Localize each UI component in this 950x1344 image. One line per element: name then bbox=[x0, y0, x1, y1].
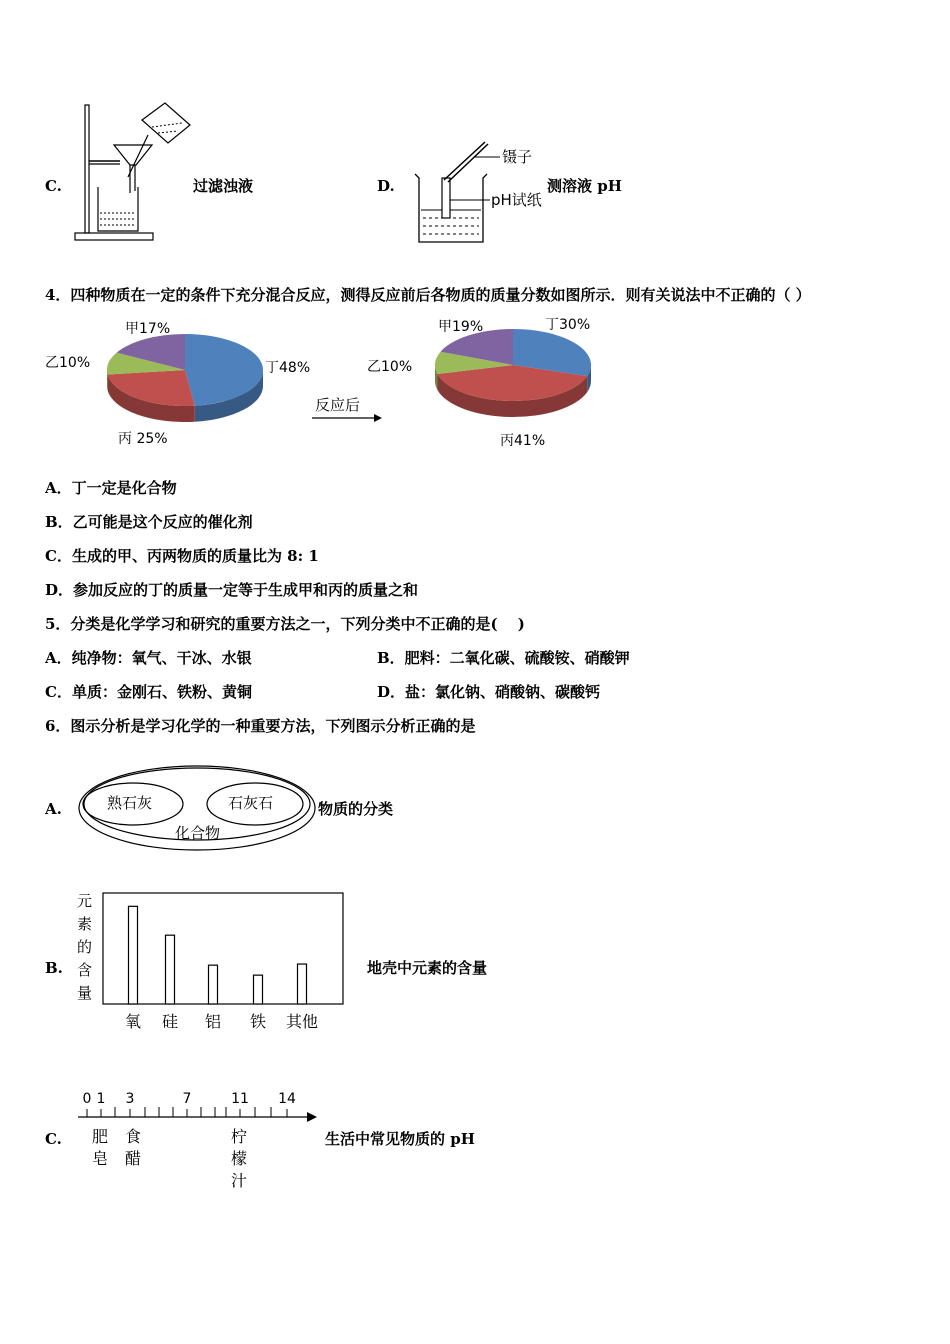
ph-tick-label-14: 14 bbox=[278, 1091, 296, 1107]
ph-tick-label-3: 3 bbox=[125, 1091, 135, 1107]
q4-option-a: A．丁一定是化合物 bbox=[45, 479, 177, 497]
bar-硅 bbox=[166, 935, 175, 1004]
crust-elements-bar-chart bbox=[100, 890, 350, 1040]
ph-item-vinegar: 食醋 bbox=[125, 1127, 142, 1168]
pie-after-label-yi: 乙10% bbox=[367, 359, 413, 375]
bar-chart-ylabel: 元素的含量 bbox=[77, 892, 93, 1002]
ellipse-label-slaked-lime: 熟石灰 bbox=[107, 794, 153, 812]
pie-chart-after bbox=[423, 325, 603, 435]
ph-tick-label-11: 11 bbox=[231, 1091, 249, 1107]
q5-option-d: D．盐：氯化钠、硝酸钠、碳酸钙 bbox=[377, 683, 601, 701]
ph-tick-label-0: 0 bbox=[82, 1091, 92, 1107]
q3-option-c-caption: 过滤浊液 bbox=[193, 177, 254, 195]
q6-stem: 6．图示分析是学习化学的一种重要方法，下列图示分析正确的是 bbox=[45, 717, 476, 735]
ellipse-label-compound: 化合物 bbox=[175, 824, 221, 842]
bar-label-其他: 其他 bbox=[285, 1012, 319, 1031]
q4-option-c: C．生成的甲、丙两物质的质量比为 8: 1 bbox=[45, 547, 319, 565]
ph-tick-label-1: 1 bbox=[96, 1091, 106, 1107]
q6-option-b-letter: B. bbox=[45, 959, 63, 977]
reaction-arrow-label: 反应后 bbox=[315, 396, 361, 414]
bar-氧 bbox=[129, 906, 138, 1004]
q6-option-c-letter: C. bbox=[45, 1130, 62, 1148]
q4-stem: 4．四种物质在一定的条件下充分混合反应，测得反应前后各物质的质量分数如图所示．则有关说法中不正确的（ ） bbox=[45, 286, 811, 304]
bar-label-铁: 铁 bbox=[249, 1012, 267, 1031]
pie-before-label-yi: 乙10% bbox=[45, 355, 91, 371]
q6-option-a-letter: A. bbox=[45, 800, 62, 818]
reaction-arrow bbox=[312, 412, 382, 424]
q3-option-c-letter: C. bbox=[45, 177, 62, 195]
tweezers-label: 镊子 bbox=[502, 148, 533, 166]
q5-option-b: B．肥料：二氧化碳、硫酸铵、硝酸钾 bbox=[377, 649, 630, 667]
q5-option-a: A．纯净物：氧气、干冰、水银 bbox=[45, 649, 252, 667]
filtration-apparatus-figure bbox=[70, 95, 200, 245]
bar-label-铝: 铝 bbox=[204, 1012, 222, 1031]
pie-before-label-bing: 丙 25% bbox=[118, 431, 168, 447]
q3-option-d-caption: 测溶液 pH bbox=[547, 177, 622, 195]
ph-paper-label: pH试纸 bbox=[491, 191, 542, 209]
bar-其他 bbox=[298, 964, 307, 1004]
pie-after-label-bing: 丙41% bbox=[500, 433, 546, 449]
bar-铝 bbox=[209, 965, 218, 1004]
bar-label-氧: 氧 bbox=[124, 1012, 142, 1031]
pie-chart-before bbox=[95, 330, 275, 440]
ph-scale-axis bbox=[75, 1085, 320, 1125]
bar-铁 bbox=[254, 975, 263, 1004]
q5-stem: 5．分类是化学学习和研究的重要方法之一，下列分类中不正确的是( ) bbox=[45, 615, 525, 633]
ph-item-lemon-juice: 柠檬汁 bbox=[231, 1127, 248, 1190]
ph-tick-label-7: 7 bbox=[182, 1091, 192, 1107]
q4-option-d: D．参加反应的丁的质量一定等于生成甲和丙的质量之和 bbox=[45, 581, 419, 599]
ph-item-soap: 肥皂 bbox=[92, 1127, 109, 1168]
pie-after-label-ding: 丁30% bbox=[545, 317, 591, 333]
q6-option-a-caption: 物质的分类 bbox=[318, 800, 394, 818]
bar-label-硅: 硅 bbox=[161, 1012, 179, 1031]
ellipse-label-limestone: 石灰石 bbox=[228, 794, 274, 812]
q5-option-c: C．单质：金刚石、铁粉、黄铜 bbox=[45, 683, 252, 701]
q3-option-d-letter: D. bbox=[377, 177, 395, 195]
pie-before-label-jia: 甲17% bbox=[125, 321, 171, 337]
pie-before-label-ding: 丁48% bbox=[265, 360, 311, 376]
q4-option-b: B．乙可能是这个反应的催化剂 bbox=[45, 513, 253, 531]
q6-option-c-caption: 生活中常见物质的 pH bbox=[325, 1130, 475, 1148]
q6-option-b-caption: 地壳中元素的含量 bbox=[367, 959, 488, 977]
pie-after-label-jia: 甲19% bbox=[438, 319, 484, 335]
